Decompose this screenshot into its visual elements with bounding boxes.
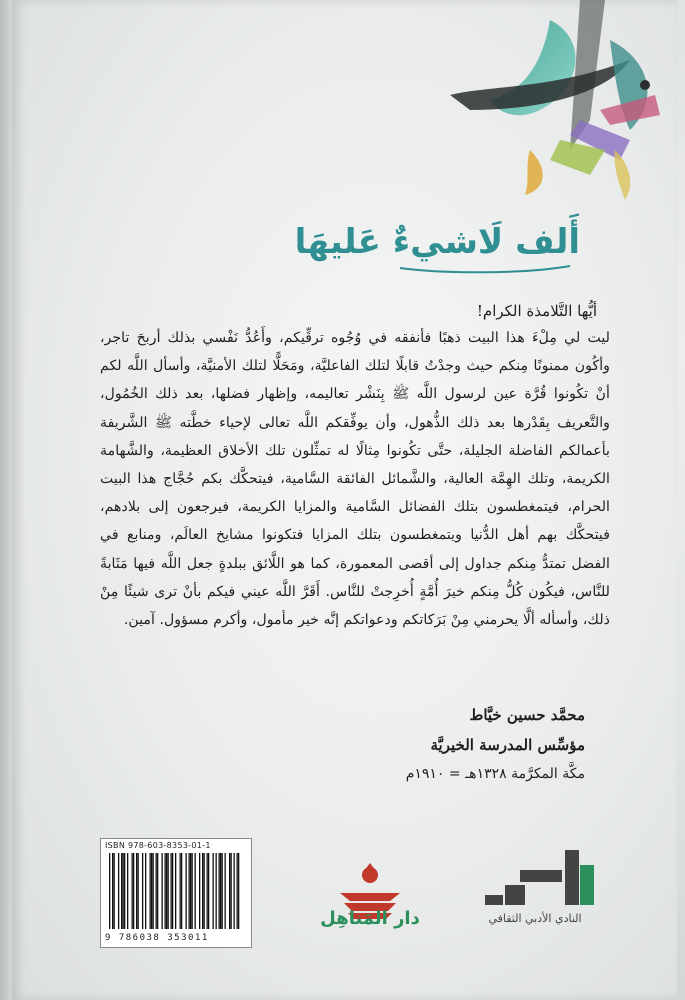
barcode-bar [186,853,187,929]
barcode-bar [219,853,220,929]
barcode-bar [171,853,172,929]
barcode-bar [234,853,235,929]
barcode-bar [195,853,196,929]
publisher-name-left: دار المَناهِل [320,908,420,929]
barcode-bar [204,853,205,929]
barcode-bar [162,853,163,929]
barcode-bar [142,853,143,929]
barcode-bar [114,853,115,929]
barcode-bar [136,853,137,929]
barcode-bar [202,853,203,929]
barcode-bar [192,853,193,929]
barcode-bar [118,853,119,929]
barcode-bar [138,853,139,929]
barcode-bar [166,853,167,929]
isbn-digits: 9 786038 353011 [105,933,209,943]
body-paragraph-text: ليت لي مِلْءَ هذا البيت ذهبًا فأنفقه في وُجُوه ترقِّيكم، وأَعُدُّ نَفْسي بذلك أربحَ تاجر، وأكُون ممنونًا مِنكم حيث وجدْتُ قابلًا لتلك الفاعليَّة، ومَحَلًّا لتلك الأمنيَّة، وأسأل اللَّه لكم أنْ تكُونوا قُرَّة عين لرسول اللَّه ﷺ بِنَشْر تعاليمه، وإظهار فضلها، بعد ذلك الخُمُول، والتَّعريف بِقَدْرها بعد ذلك الذُّهول، وأن يوفِّقكم اللَّه تعالى لإحياء خطَّته ﷺ الشَّريفة بأعمالكم الفاضلة الجليلة، حتَّى تكُونوا مِثالًا له تمثِّلون تلك الأخلاق العظيمة، والشَّهامة الكريمة، وتلك الهِمَّة العالية، والشَّمائل الفائقة السَّامية، فيتحكَّك بكم حُجَّاج هذا البيت الحرام، فيتمغطسون بتلك الفضائل السَّامية والمزايا الكريمة، فيرجعون إلى بلادهم، فيتحكَّك بهم أهل الدُّنيا ويتمغطسون بتلك المزايا فتكونوا مشايخ العالَم، ومنابع في الفضل تمتدُّ مِنكم جداول إلى أقصى المعمورة، كما هو اللَّائق ببلدةٍ جعل اللَّه فيها مَثَابةً للنَّاس، فيكُون كُلُّ مِنكم خيرَ أُمَّةٍ أُخرِجتْ للنَّاس. أَقَرَّ اللَّه عيني فيكم بأنْ ترى شيئًا مِنْ ذلك، وأسأله ألَّا يحرمني مِنْ بَرَكاتكم ودعواتكم إنَّه خير مأمول، وأكرم مسؤول. آمين. [100,330,610,629]
barcode-bar [121,853,122,929]
barcode-bar [238,853,239,929]
barcode-bar [145,853,146,929]
barcode-bar [156,853,157,929]
isbn-label: ISBN 978-603-8353-01-1 [105,841,211,850]
barcode-bar [168,853,169,929]
barcode-bar [133,853,134,929]
barcode-bar [207,853,208,929]
barcode-bar [190,853,191,929]
barcode-bar [127,853,128,929]
barcode-bar [172,853,173,929]
calligraphy-art-icon [430,0,670,210]
barcode-bar [225,853,226,929]
signature-role: مؤسِّس المدرسة الخيريَّة [430,736,585,754]
barcode-bar [180,853,181,929]
barcode-bars [107,853,245,931]
publisher-name-right: النادي الأدبي الثقافي [488,912,582,925]
isbn-barcode [100,838,252,948]
barcode-bar [181,853,182,929]
barcode-bar [216,853,217,929]
literary-club-logo-icon [480,840,600,910]
barcode-bar [229,853,230,929]
barcode-bar [112,853,113,929]
book-title: أَلف لَاشيءٌ عَليهَا [294,222,580,262]
barcode-bar [165,853,166,929]
barcode-bar [109,853,110,929]
signature-name: محمَّد حسين خيَّاط [469,706,585,724]
barcode-bar [151,853,152,929]
barcode-bar [222,853,223,929]
barcode-bar [124,853,125,929]
barcode-bar [237,853,238,929]
signature-place-date: مكَّة المكرَّمة ١٣٢٨هـ = ١٩١٠م [405,766,585,782]
barcode-bar [175,853,176,929]
barcode-bar [231,853,232,929]
barcode-bar [213,853,214,929]
barcode-bar [220,853,221,929]
barcode-bar [157,853,158,929]
body-paragraph [100,324,610,634]
barcode-bar [153,853,154,929]
barcode-bar [150,853,151,929]
title-ornament-icon [395,262,575,274]
greeting-line: أيُّها التَّلامذة الكرام! [476,302,597,320]
barcode-bar [123,853,124,929]
barcode-bar [199,853,200,929]
barcode-bar [189,853,190,929]
barcode-bar [208,853,209,929]
barcode-bar [132,853,133,929]
